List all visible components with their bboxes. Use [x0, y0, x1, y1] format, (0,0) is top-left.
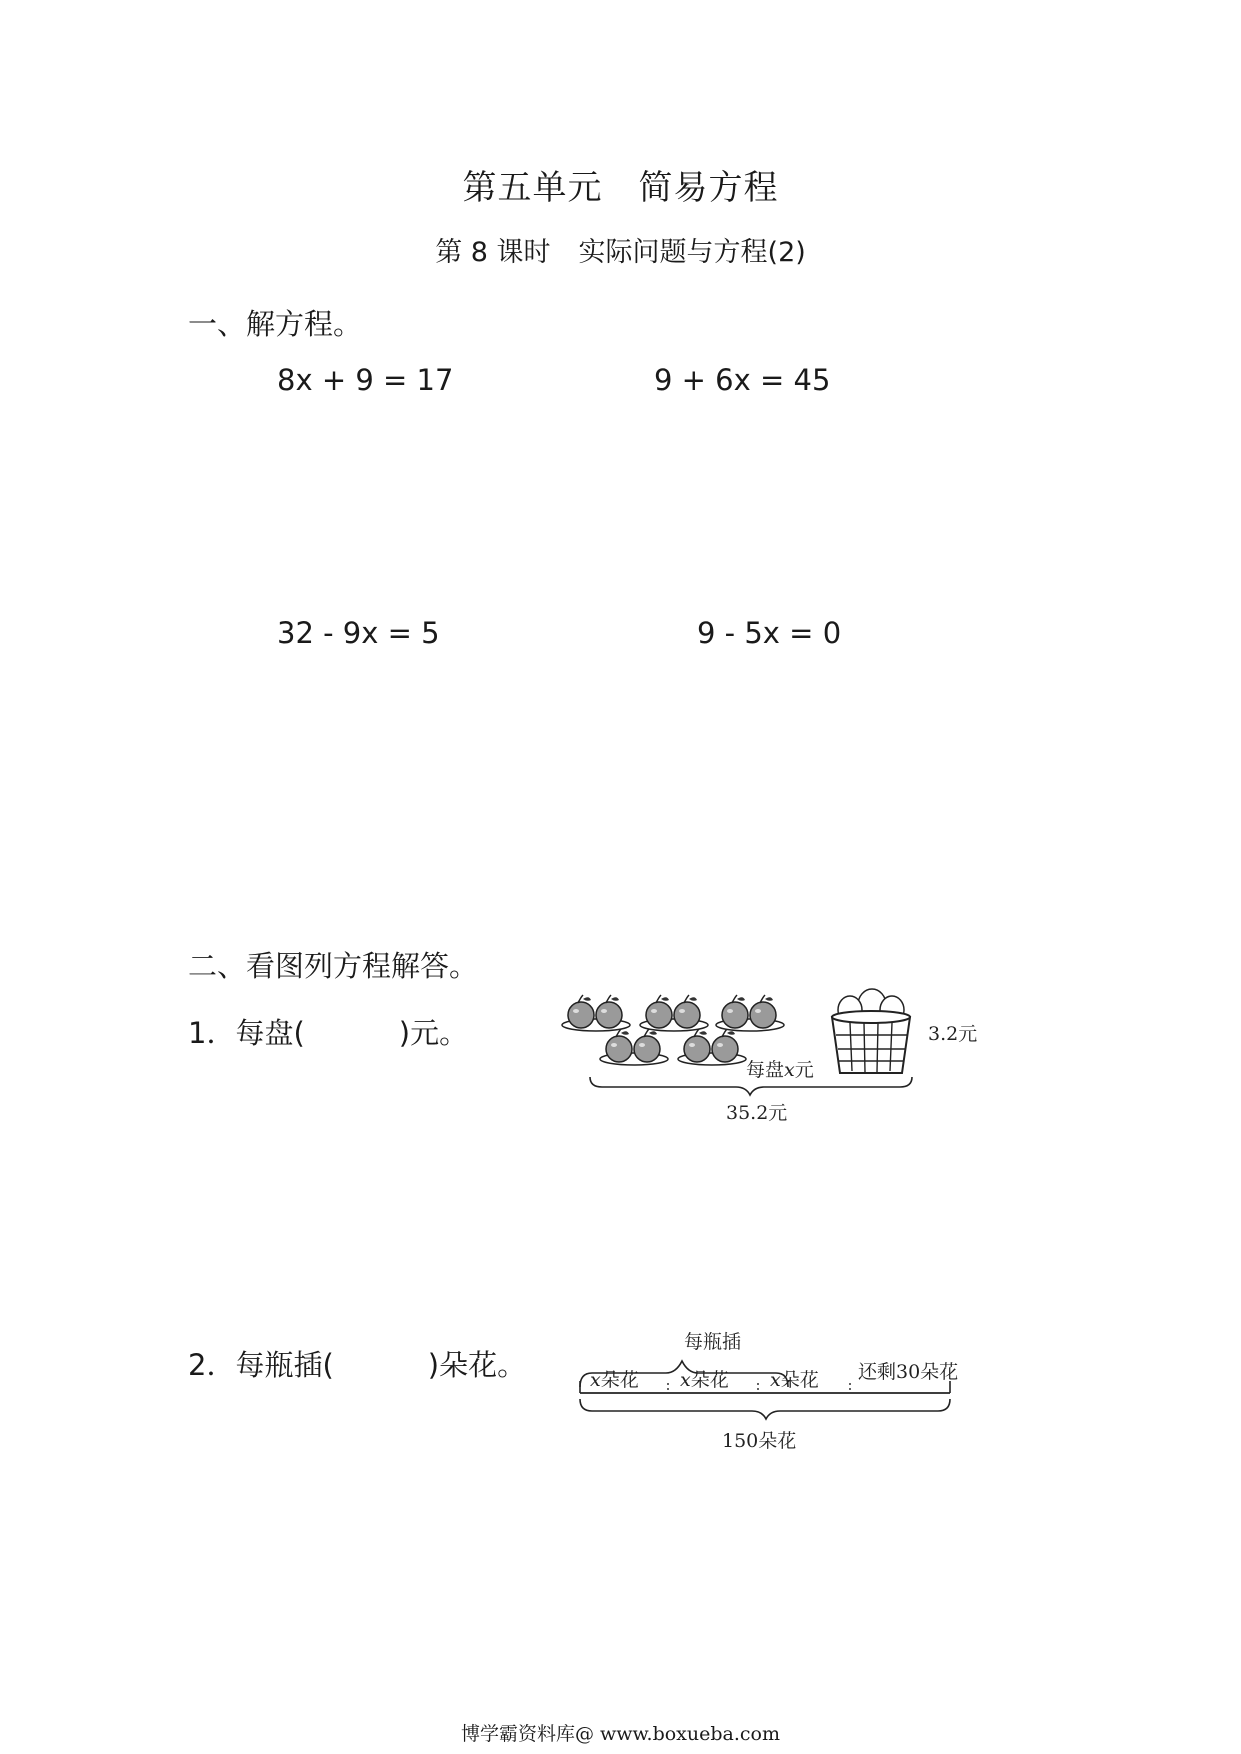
question-1-suffix: )元。	[398, 1016, 469, 1050]
segment-label: x朵花	[590, 1369, 639, 1391]
lesson-name: 实际问题与方程(2)	[578, 237, 806, 268]
equation-3: 32 - 9x = 5	[277, 616, 440, 650]
plate-icon	[640, 995, 708, 1031]
plate-icon	[678, 1029, 746, 1065]
unit-number: 第五单元	[462, 168, 603, 208]
remaining-label: 还剩30朵花	[858, 1361, 959, 1383]
question-2	[188, 1343, 526, 1384]
footer-watermark: 博学霸资料库@ www.boxueba.com	[460, 1723, 781, 1745]
per-vase-label: 每瓶插	[684, 1331, 742, 1353]
equation-4: 9 - 5x = 0	[697, 616, 842, 650]
section1-heading: 一、解方程。	[188, 307, 363, 341]
segment-label: x朵花	[680, 1369, 729, 1391]
question-2-prefix: 每瓶插(	[235, 1348, 334, 1382]
apples-diagram	[560, 995, 980, 1135]
plate-icon	[716, 995, 784, 1031]
equation-1: 8x + 9 = 17	[277, 363, 454, 397]
segment-label: x朵花	[770, 1369, 819, 1391]
basket-price: 3.2元	[928, 1023, 978, 1045]
question-2-suffix: )朵花。	[427, 1348, 527, 1382]
plate-icon	[600, 1029, 668, 1065]
question-2-number: 2．	[188, 1348, 236, 1382]
lesson-number: 第 8 课时	[435, 237, 551, 268]
equation-2: 9 + 6x = 45	[654, 363, 831, 397]
basket-icon	[832, 989, 910, 1073]
lesson-title	[0, 230, 1241, 269]
page-title	[0, 160, 1241, 209]
flowers-diagram	[560, 1325, 980, 1465]
question-1	[188, 1011, 468, 1052]
total-flowers: 150朵花	[722, 1430, 797, 1452]
total-brace	[580, 1399, 950, 1419]
section2-heading: 二、看图列方程解答。	[188, 949, 479, 983]
plate-icon	[562, 995, 630, 1031]
question-1-prefix: 每盘(	[235, 1016, 305, 1050]
plate-label: 每盘x元	[746, 1059, 814, 1081]
unit-title: 简易方程	[638, 168, 779, 208]
total-price: 35.2元	[726, 1102, 788, 1124]
question-1-number: 1．	[188, 1016, 236, 1050]
